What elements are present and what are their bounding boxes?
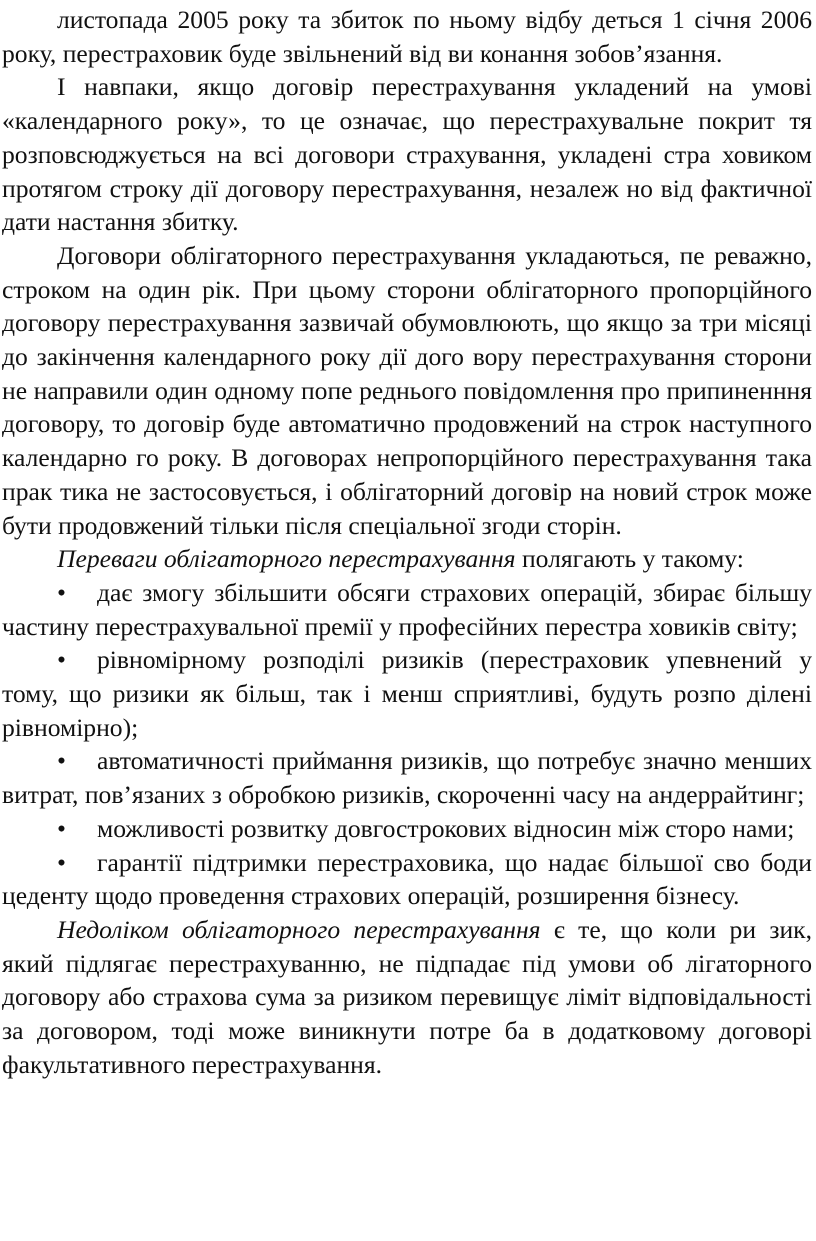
bullet-icon: • bbox=[57, 645, 66, 675]
advantage-item-5 bbox=[2, 846, 812, 913]
disadvantage-paragraph bbox=[2, 913, 812, 1082]
advantage-item-text: гарантії підтримки перестраховика, що надає більшої сво боди цеденту щодо проведення страхових операцій, розширення бізнесу. bbox=[2, 847, 812, 911]
advantages-heading-rest: полягають у такому: bbox=[515, 544, 744, 574]
advantage-item-text: дає змогу збільшити обсяги страхових операцій, збирає більшу частину перестрахувальної премії у професійних перестра ховиків світу; bbox=[2, 577, 812, 641]
paragraph-2: І навпаки, якщо договір перестрахування укладений на умові «календарного року», то це означає, що перестрахувальне покрит тя розповсюджується на всі договори страхування, укладені стра ховиком протягом строку дії договору перестрахування, незалеж но від фактичної дати настання збитку. bbox=[2, 72, 812, 237]
advantage-item-3 bbox=[2, 744, 812, 811]
advantages-heading bbox=[2, 542, 812, 576]
advantage-item-text: рівномірному розподілі ризиків (перестраховик упевнений у тому, що ризики як більш, так і менш сприятливі, будуть розпо ділені рівномірно); bbox=[2, 645, 812, 742]
advantage-item-1 bbox=[2, 576, 812, 643]
disadvantage-heading-italic: Недоліком облігаторного перестрахування bbox=[57, 914, 541, 944]
disadvantage-text: є те, що коли ри зик, який підлягає перестрахуванню, не підпадає під умови об лігаторного договору або страхова сума за ризиком перевищує ліміт відповідальності за договором, тоді може виникнути потре ба в додатковому договорі факультативного перестрахування. bbox=[2, 914, 812, 1079]
bullet-icon: • bbox=[57, 577, 66, 607]
bullet-icon: • bbox=[57, 847, 66, 877]
bullet-icon: • bbox=[57, 746, 66, 776]
paragraph-1: листопада 2005 року та збиток по ньому відбу деться 1 січня 2006 року, перестраховик буде звільнений від ви конання зобов’язання. bbox=[2, 5, 812, 68]
paragraph-3: Договори облігаторного перестрахування укладаються, пе реважно, строком на один рік. При цьому сторони облігаторного пропорційного договору перестрахування зазвичай обумовлюють, що якщо за три місяці до закінчення календарного року дії дого вору перестрахування сторони не направили один одному попе реднього повідомлення про припиненння договору, то договір буде автоматично продовжений на строк наступного календарно го року. В договорах непропорційного перестрахування така прак тика не застосовується, і облігаторний договір на новий строк може бути продовжений тільки після спеціальної згоди сторін. bbox=[2, 240, 812, 540]
bullet-icon: • bbox=[57, 813, 66, 843]
advantage-item-text: можливості розвитку довгострокових відносин між сторо нами; bbox=[97, 813, 795, 843]
advantage-item-2 bbox=[2, 643, 812, 744]
advantages-heading-italic: Переваги облігаторного перестрахування bbox=[57, 544, 516, 574]
advantage-item-4 bbox=[2, 812, 812, 846]
advantage-item-text: автоматичності приймання ризиків, що потребує значно менших витрат, пов’язаних з обробкою ризиків, скороченні часу на андеррайтинг; bbox=[2, 746, 812, 810]
